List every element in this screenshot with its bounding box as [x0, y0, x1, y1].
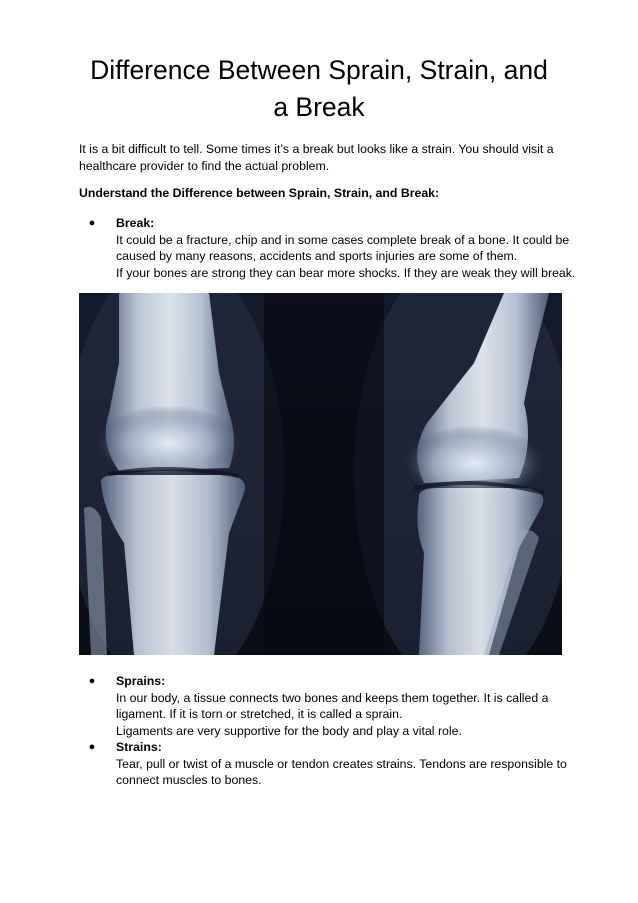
- intro-line: healthcare provider to find the actual problem.: [79, 158, 330, 173]
- item-line: connect muscles to bones.: [116, 773, 262, 787]
- item-line: caused by many reasons, accidents and sports injuries are some of them.: [116, 249, 518, 263]
- bullet-list-break: [79, 215, 576, 281]
- bullet-icon: ●: [88, 741, 96, 753]
- bullet-icon: ●: [88, 217, 96, 229]
- item-line: In our body, a tissue connects two bones and keeps them together. It is called a: [116, 690, 549, 705]
- title-line-1: Difference Between Sprain, Strain, and: [90, 55, 548, 85]
- intro-paragraph: [79, 141, 564, 174]
- item-line: It could be a fracture, chip and in some cases complete break of a bone. It could be: [116, 232, 570, 247]
- section-subheading: Understand the Difference between Sprain, Strain, and Break:: [79, 186, 440, 200]
- list-item-sprains: [79, 673, 569, 739]
- item-line: Ligaments are very supportive for the body and play a vital role.: [116, 723, 462, 738]
- bullet-icon: ●: [88, 675, 96, 687]
- item-label: Break:: [116, 216, 155, 230]
- item-label: Strains:: [116, 740, 162, 754]
- knee-xray-image: [79, 293, 562, 655]
- item-line: If your bones are strong they can bear more shocks. If they are weak they will break.: [116, 265, 576, 280]
- list-item-break: [79, 215, 576, 281]
- item-line: ligament. If it is torn or stretched, it is called a sprain.: [116, 707, 403, 721]
- page-title: [60, 52, 578, 126]
- bullet-list-sprains-strains: [79, 673, 569, 789]
- list-item-strains: [79, 739, 569, 789]
- item-label: Sprains:: [116, 674, 166, 688]
- item-line: Tear, pull or twist of a muscle or tendon creates strains. Tendons are responsible to: [116, 756, 567, 771]
- intro-line: It is a bit difficult to tell. Some times it’s a break but looks like a strain. You should visit a: [79, 142, 554, 156]
- title-line-2: a Break: [273, 92, 365, 122]
